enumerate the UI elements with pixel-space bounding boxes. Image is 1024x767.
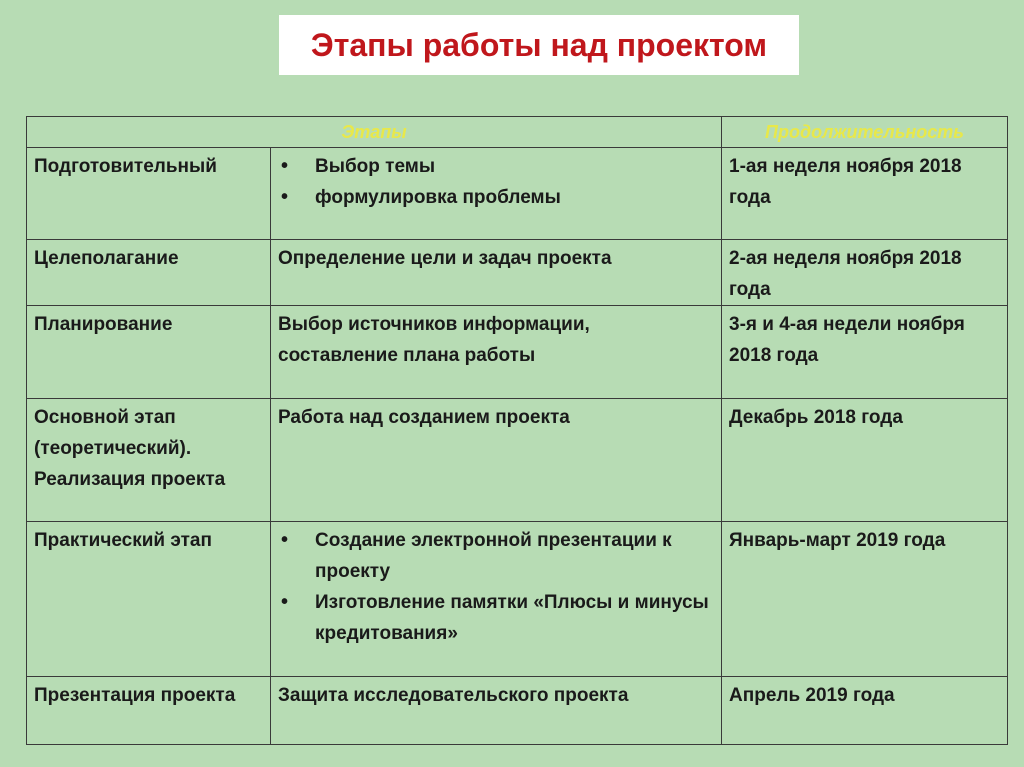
header-stages: Этапы: [27, 117, 722, 148]
stage-cell: Целеполагание: [27, 240, 271, 306]
table-header-row: [27, 117, 1008, 148]
duration-cell: 3-я и 4-ая недели ноября 2018 года: [722, 306, 1008, 399]
duration-cell: 1-ая неделя ноября 2018 года: [722, 148, 1008, 240]
content-cell: Выбор источников информации, составление плана работы: [271, 306, 722, 399]
table-row: [27, 522, 1008, 677]
duration-cell: 2-ая неделя ноября 2018 года: [722, 240, 1008, 306]
duration-cell: Декабрь 2018 года: [722, 399, 1008, 522]
stage-cell: Презентация проекта: [27, 677, 271, 745]
bullet-item: • формулировка проблемы: [278, 182, 714, 213]
table-row: [27, 306, 1008, 399]
content-cell: Определение цели и задач проекта: [271, 240, 722, 306]
stage-cell: Практический этап: [27, 522, 271, 677]
bullet-item: • Выбор темы: [278, 151, 714, 182]
content-cell: Защита исследовательского проекта: [271, 677, 722, 745]
table-row: [27, 148, 1008, 240]
stage-cell: Планирование: [27, 306, 271, 399]
content-cell: [271, 522, 722, 677]
bullet-item: • Создание электронной презентации к проекту: [278, 525, 714, 587]
stages-table: [26, 116, 1008, 745]
table-row: [27, 677, 1008, 745]
content-cell: [271, 148, 722, 240]
table-row: [27, 240, 1008, 306]
header-duration: Продолжительность: [722, 117, 1008, 148]
stage-cell: Подготовительный: [27, 148, 271, 240]
content-cell: Работа над созданием проекта: [271, 399, 722, 522]
table-row: [27, 399, 1008, 522]
slide-title-text: Этапы работы над проектом: [310, 26, 768, 63]
content-bullet-list: [278, 525, 714, 649]
duration-cell: Апрель 2019 года: [722, 677, 1008, 745]
duration-cell: Январь-март 2019 года: [722, 522, 1008, 677]
bullet-item: • Изготовление памятки «Плюсы и минусы кредитования»: [278, 587, 714, 649]
stage-cell: Основной этап (теоретический). Реализация проекта: [27, 399, 271, 522]
content-bullet-list: [278, 151, 714, 213]
slide-title: [279, 15, 799, 75]
